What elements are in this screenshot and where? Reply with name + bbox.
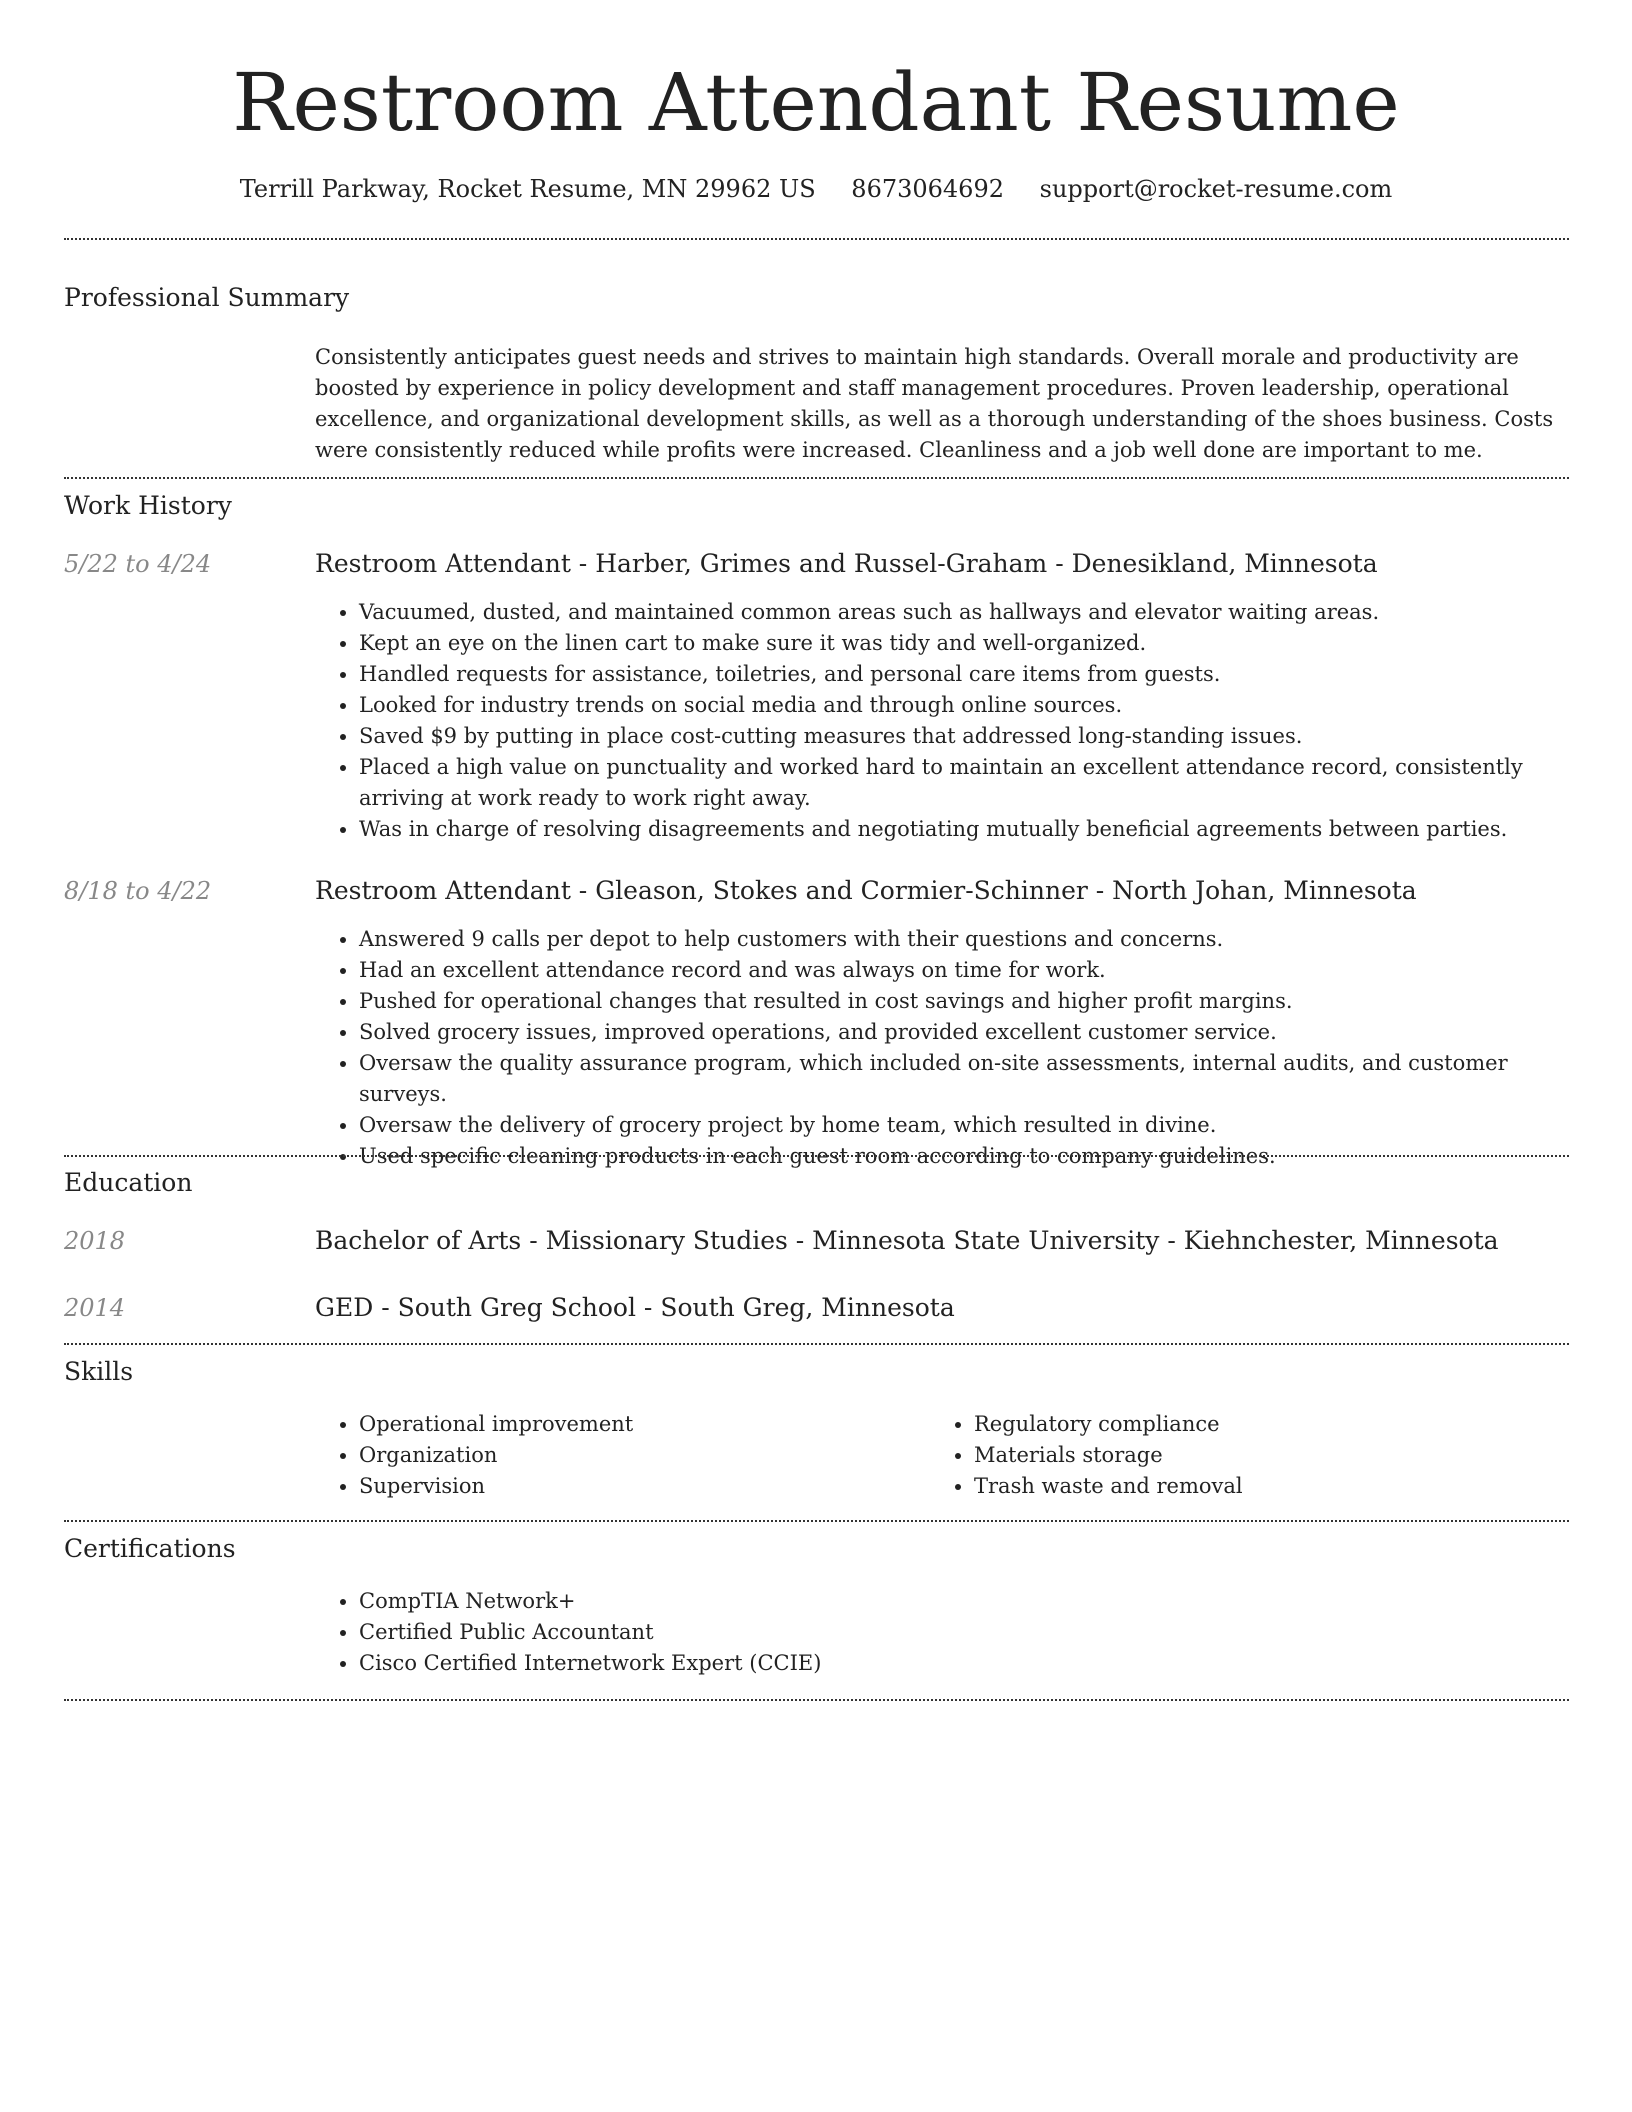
list-item: • Answered 9 calls per depot to help customers with their questions and concerns. — [359, 924, 1565, 955]
education-year: 2014 — [64, 1294, 126, 1322]
education-degree: GED - South Greg School - South Greg, Minnesota — [315, 1293, 955, 1322]
section-divider — [64, 238, 1569, 240]
section-divider — [64, 1155, 1569, 1157]
certifications-list — [315, 1586, 1115, 1679]
contact-email: support@rocket-resume.com — [1039, 175, 1393, 203]
job-duties-list — [315, 597, 1565, 845]
list-item: • Saved $9 by putting in place cost-cutting measures that addressed long-standing issues. — [359, 721, 1565, 752]
job-dates: 5/22 to 4/24 — [64, 550, 212, 578]
skill-item: • Operational improvement — [359, 1409, 915, 1440]
skill-item: • Regulatory compliance — [974, 1409, 1530, 1440]
certification-item: • Cisco Certified Internetwork Expert (CCIE) — [359, 1648, 1115, 1679]
summary-text: Consistently anticipates guest needs and strives to maintain high standards. Overall morale and productivity are boosted by experience in policy development and staff management procedures. Proven leadership, operational excellence, and organizational development skills, as well as a thorough understanding of the shoes business. Costs were consistently reduced while profits were increased. Cleanliness and a job well done are important to me. — [315, 345, 1554, 462]
section-divider — [64, 1343, 1569, 1345]
job-dates: 8/18 to 4/22 — [64, 877, 212, 905]
contact-phone: 8673064692 — [851, 175, 1004, 203]
list-item: • Pushed for operational changes that resulted in cost savings and higher profit margins. — [359, 986, 1565, 1017]
list-item: • Looked for industry trends on social media and through online sources. — [359, 690, 1565, 721]
summary-heading: Professional Summary — [64, 283, 350, 312]
list-item: • Used specific cleaning products in each guest room according to company guidelines. — [359, 1141, 1565, 1172]
work-history-heading: Work History — [64, 491, 232, 520]
education-heading: Education — [64, 1168, 193, 1197]
certifications-heading: Certifications — [64, 1534, 236, 1563]
skills-list-right — [930, 1409, 1530, 1502]
job-duties-list — [315, 924, 1565, 1172]
contact-address: Terrill Parkway, Rocket Resume, MN 29962 US — [239, 175, 816, 203]
skill-item: • Materials storage — [974, 1440, 1530, 1471]
certification-item: • CompTIA Network+ — [359, 1586, 1115, 1617]
skill-item: • Organization — [359, 1440, 915, 1471]
resume-title: Restroom Attendant Resume — [232, 56, 1400, 149]
list-item: • Oversaw the quality assurance program, which included on-site assessments, internal audits, and customer surveys. — [359, 1048, 1565, 1110]
section-divider — [64, 1520, 1569, 1522]
list-item: • Kept an eye on the linen cart to make sure it was tidy and well-organized. — [359, 628, 1565, 659]
list-item: • Solved grocery issues, improved operations, and provided excellent customer service. — [359, 1017, 1565, 1048]
job-title: Restroom Attendant - Harber, Grimes and Russel-Graham - Denesikland, Minnesota — [315, 549, 1378, 578]
education-degree: Bachelor of Arts - Missionary Studies - Minnesota State University - Kiehnchester, Minnesota — [315, 1226, 1499, 1255]
list-item: • Was in charge of resolving disagreements and negotiating mutually beneficial agreements between parties. — [359, 814, 1565, 845]
section-divider — [64, 1699, 1569, 1701]
skills-heading: Skills — [64, 1357, 134, 1386]
skill-item: • Trash waste and removal — [974, 1471, 1530, 1502]
list-item: • Placed a high value on punctuality and worked hard to maintain an excellent attendance record, consistently arriving at work ready to work right away. — [359, 752, 1565, 814]
skills-list-left — [315, 1409, 915, 1502]
skill-item: • Supervision — [359, 1471, 915, 1502]
list-item: • Vacuumed, dusted, and maintained common areas such as hallways and elevator waiting areas. — [359, 597, 1565, 628]
certification-item: • Certified Public Accountant — [359, 1617, 1115, 1648]
contact-line — [0, 172, 1632, 206]
job-title: Restroom Attendant - Gleason, Stokes and Cormier-Schinner - North Johan, Minnesota — [315, 876, 1417, 905]
list-item: • Handled requests for assistance, toiletries, and personal care items from guests. — [359, 659, 1565, 690]
list-item: • Had an excellent attendance record and was always on time for work. — [359, 955, 1565, 986]
education-year: 2018 — [64, 1227, 126, 1255]
section-divider — [64, 477, 1569, 479]
list-item: • Oversaw the delivery of grocery project by home team, which resulted in divine. — [359, 1110, 1565, 1141]
